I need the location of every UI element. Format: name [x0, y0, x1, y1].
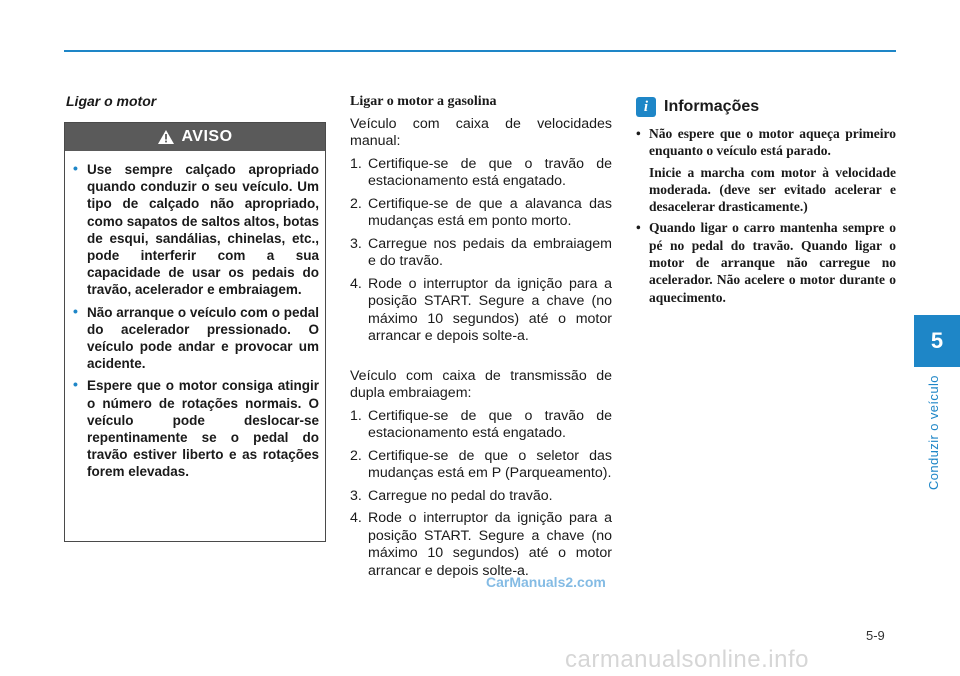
step-item: 3. Carregue nos pedais da embraiagem e do travão. [350, 235, 612, 269]
info-column [636, 97, 896, 310]
watermark: CarManuals2.com [486, 574, 606, 590]
instructions-column [350, 93, 612, 585]
footer-watermark: carmanualsonline.info [565, 646, 809, 673]
info-header [636, 97, 896, 117]
warning-item: • Não arranque o veículo com o pedal do acelerador pressionado. O veículo pode andar e provocar um acidente. [73, 302, 319, 372]
bullet-icon: • [636, 220, 641, 236]
bullet-icon: • [73, 302, 78, 319]
step-item: 4. Rode o interruptor da ignição para a posição START. Segure a chave (no máximo 10 segundos) até o motor arrancar e depois solte-a. [350, 510, 612, 579]
manual-steps [350, 156, 612, 346]
step-item: 3. Carregue no pedal do travão. [350, 487, 553, 504]
info-icon: i [636, 97, 656, 117]
step-item: 1. Certifique-se de que o travão de estacionamento está engatado. [350, 407, 612, 441]
chapter-label [920, 375, 944, 490]
warning-item: • Use sempre calçado apropriado quando conduzir o seu veículo. Um tipo de calçado não apropriado, como sapatos de saltos altos, botas de esqui, sandálias, chinelas, etc., pode interferir com a sua capacidade de usar os pedais do travão, acelerador e embraiagem. [73, 160, 319, 298]
top-rule [64, 50, 896, 52]
step-item: 4. Rode o interruptor da ignição para a posição START. Segure a chave (no máximo 10 segundos) até o motor arrancar e depois solte-a. [350, 275, 612, 344]
warning-list [65, 151, 325, 481]
manual-intro: Veículo com caixa de velocidades manual: [350, 115, 612, 149]
warning-header [65, 123, 325, 151]
bullet-icon: • [73, 160, 78, 176]
spacer [350, 351, 612, 368]
step-item: 1. Certifique-se de que o travão de estacionamento está engatado. [350, 155, 612, 189]
page-number: 5-9 [866, 628, 885, 643]
chapter-number-tab: 5 [914, 315, 960, 367]
bullet-icon: • [636, 126, 641, 141]
section-title: Ligar o motor [66, 93, 157, 109]
warning-header-text: AVISO [181, 128, 233, 145]
warning-item: • Espere que o motor consiga atingir o número de rotações normais. O veículo pode deslocar-se repentinamente se o pedal do travão estiver liberto e as rotações forem elevadas. [73, 376, 319, 480]
info-title: Informações [664, 98, 760, 115]
dct-intro: Veículo com caixa de transmissão de dupla embraiagem: [350, 367, 612, 401]
info-list [636, 125, 896, 306]
bullet-icon: • [73, 376, 78, 393]
chapter-label-text: Conduzir o veículo [926, 375, 941, 490]
info-item: • Quando ligar o carro mantenha sempre o pé no pedal do travão. Quando ligar o motor de arranque não carregue no acelerador. Não acelere o motor durante o aquecimento. [636, 220, 896, 305]
instructions-heading: Ligar o motor a gasolina [350, 94, 497, 109]
warning-box [64, 122, 326, 542]
step-item: 2. Certifique-se de que a alavanca das mudanças está em ponto morto. [350, 195, 612, 229]
dct-steps [350, 408, 612, 581]
info-item: • Não espere que o motor aqueça primeiro enquanto o veículo está parado. Inicie a marcha com motor à velocidade moderada. (deve ser evitado acelerar e desacelerar drasticamente.) [636, 126, 896, 215]
step-item: 2. Certifique-se de que o seletor das mudanças está em P (Parqueamento). [350, 447, 612, 481]
warning-triangle-icon [157, 129, 175, 145]
